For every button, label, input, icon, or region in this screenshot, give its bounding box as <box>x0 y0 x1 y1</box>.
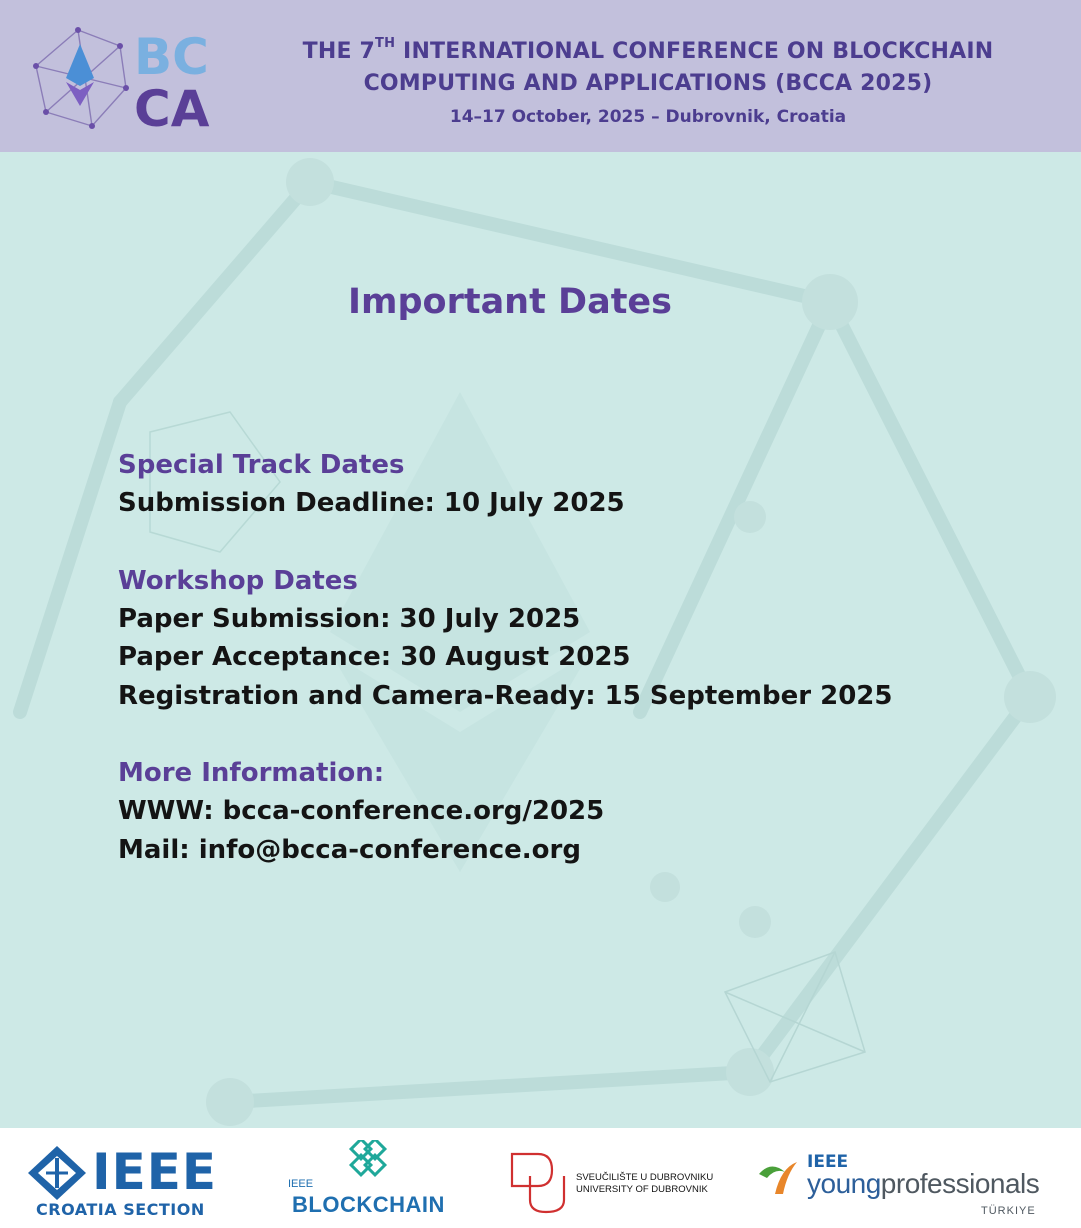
ieee-young-professionals-logo <box>755 1150 1055 1220</box>
page-heading: Important Dates <box>347 282 672 322</box>
ieee-diamond-icon <box>26 1144 88 1202</box>
conference-title-line1: THE 7TH INTERNATIONAL CONFERENCE ON BLOCKCHAIN <box>302 36 994 64</box>
conference-title-line2: COMPUTING AND APPLICATIONS (BCCA 2025) <box>363 71 933 96</box>
university-of-dubrovnik-logo <box>508 1150 738 1220</box>
header-banner <box>0 0 1081 152</box>
date-line: Paper Submission: 30 July 2025 <box>118 603 581 634</box>
blockchain-wordmark: BLOCKCHAIN <box>292 1192 445 1217</box>
yp-country-label: TÜRKIYE <box>981 1205 1036 1217</box>
workshop-section <box>118 562 1018 716</box>
svg-text:CA: CA <box>134 80 210 130</box>
university-name: SVEUČILIŠTE U DUBROVNIKU UNIVERSITY OF DUBROVNIK <box>576 1172 714 1195</box>
ieee-croatia-logo <box>26 1144 236 1220</box>
email-line: Mail: info@bcca-conference.org <box>118 834 581 865</box>
ieee-blockchain-logo <box>288 1140 458 1224</box>
date-line: Paper Acceptance: 30 August 2025 <box>118 642 631 672</box>
special-track-section <box>118 446 1018 523</box>
main-panel <box>0 152 1081 1128</box>
conference-title <box>258 36 1038 100</box>
sponsor-footer <box>0 1128 1081 1228</box>
yp-swoosh-icon <box>755 1158 801 1198</box>
section-title: Workshop Dates <box>118 565 358 596</box>
croatia-section-label: CROATIA SECTION <box>36 1200 205 1219</box>
yp-wordmark: youngprofessionals <box>807 1168 1040 1199</box>
svg-text:BC: BC <box>134 28 209 86</box>
ieee-wordmark: IEEE <box>92 1143 218 1201</box>
conference-date-location: 14–17 October, 2025 – Dubrovnik, Croatia <box>449 107 847 127</box>
ieee-small-label: IEEE <box>288 1178 314 1190</box>
date-line: Submission Deadline: 10 July 2025 <box>118 488 625 518</box>
section-title: More Information: <box>118 758 385 788</box>
bcca-logo <box>30 26 245 130</box>
dates-content <box>118 446 1018 908</box>
website-line: WWW: bcca-conference.org/2025 <box>118 796 605 826</box>
blockchain-knot-icon <box>338 1140 398 1184</box>
section-title: Special Track Dates <box>118 450 405 480</box>
unidu-emblem-icon <box>508 1150 570 1214</box>
more-info-section <box>118 754 1018 869</box>
yp-ieee-label: IEEE <box>807 1152 849 1172</box>
date-line: Registration and Camera-Ready: 15 September 2025 <box>118 680 893 711</box>
